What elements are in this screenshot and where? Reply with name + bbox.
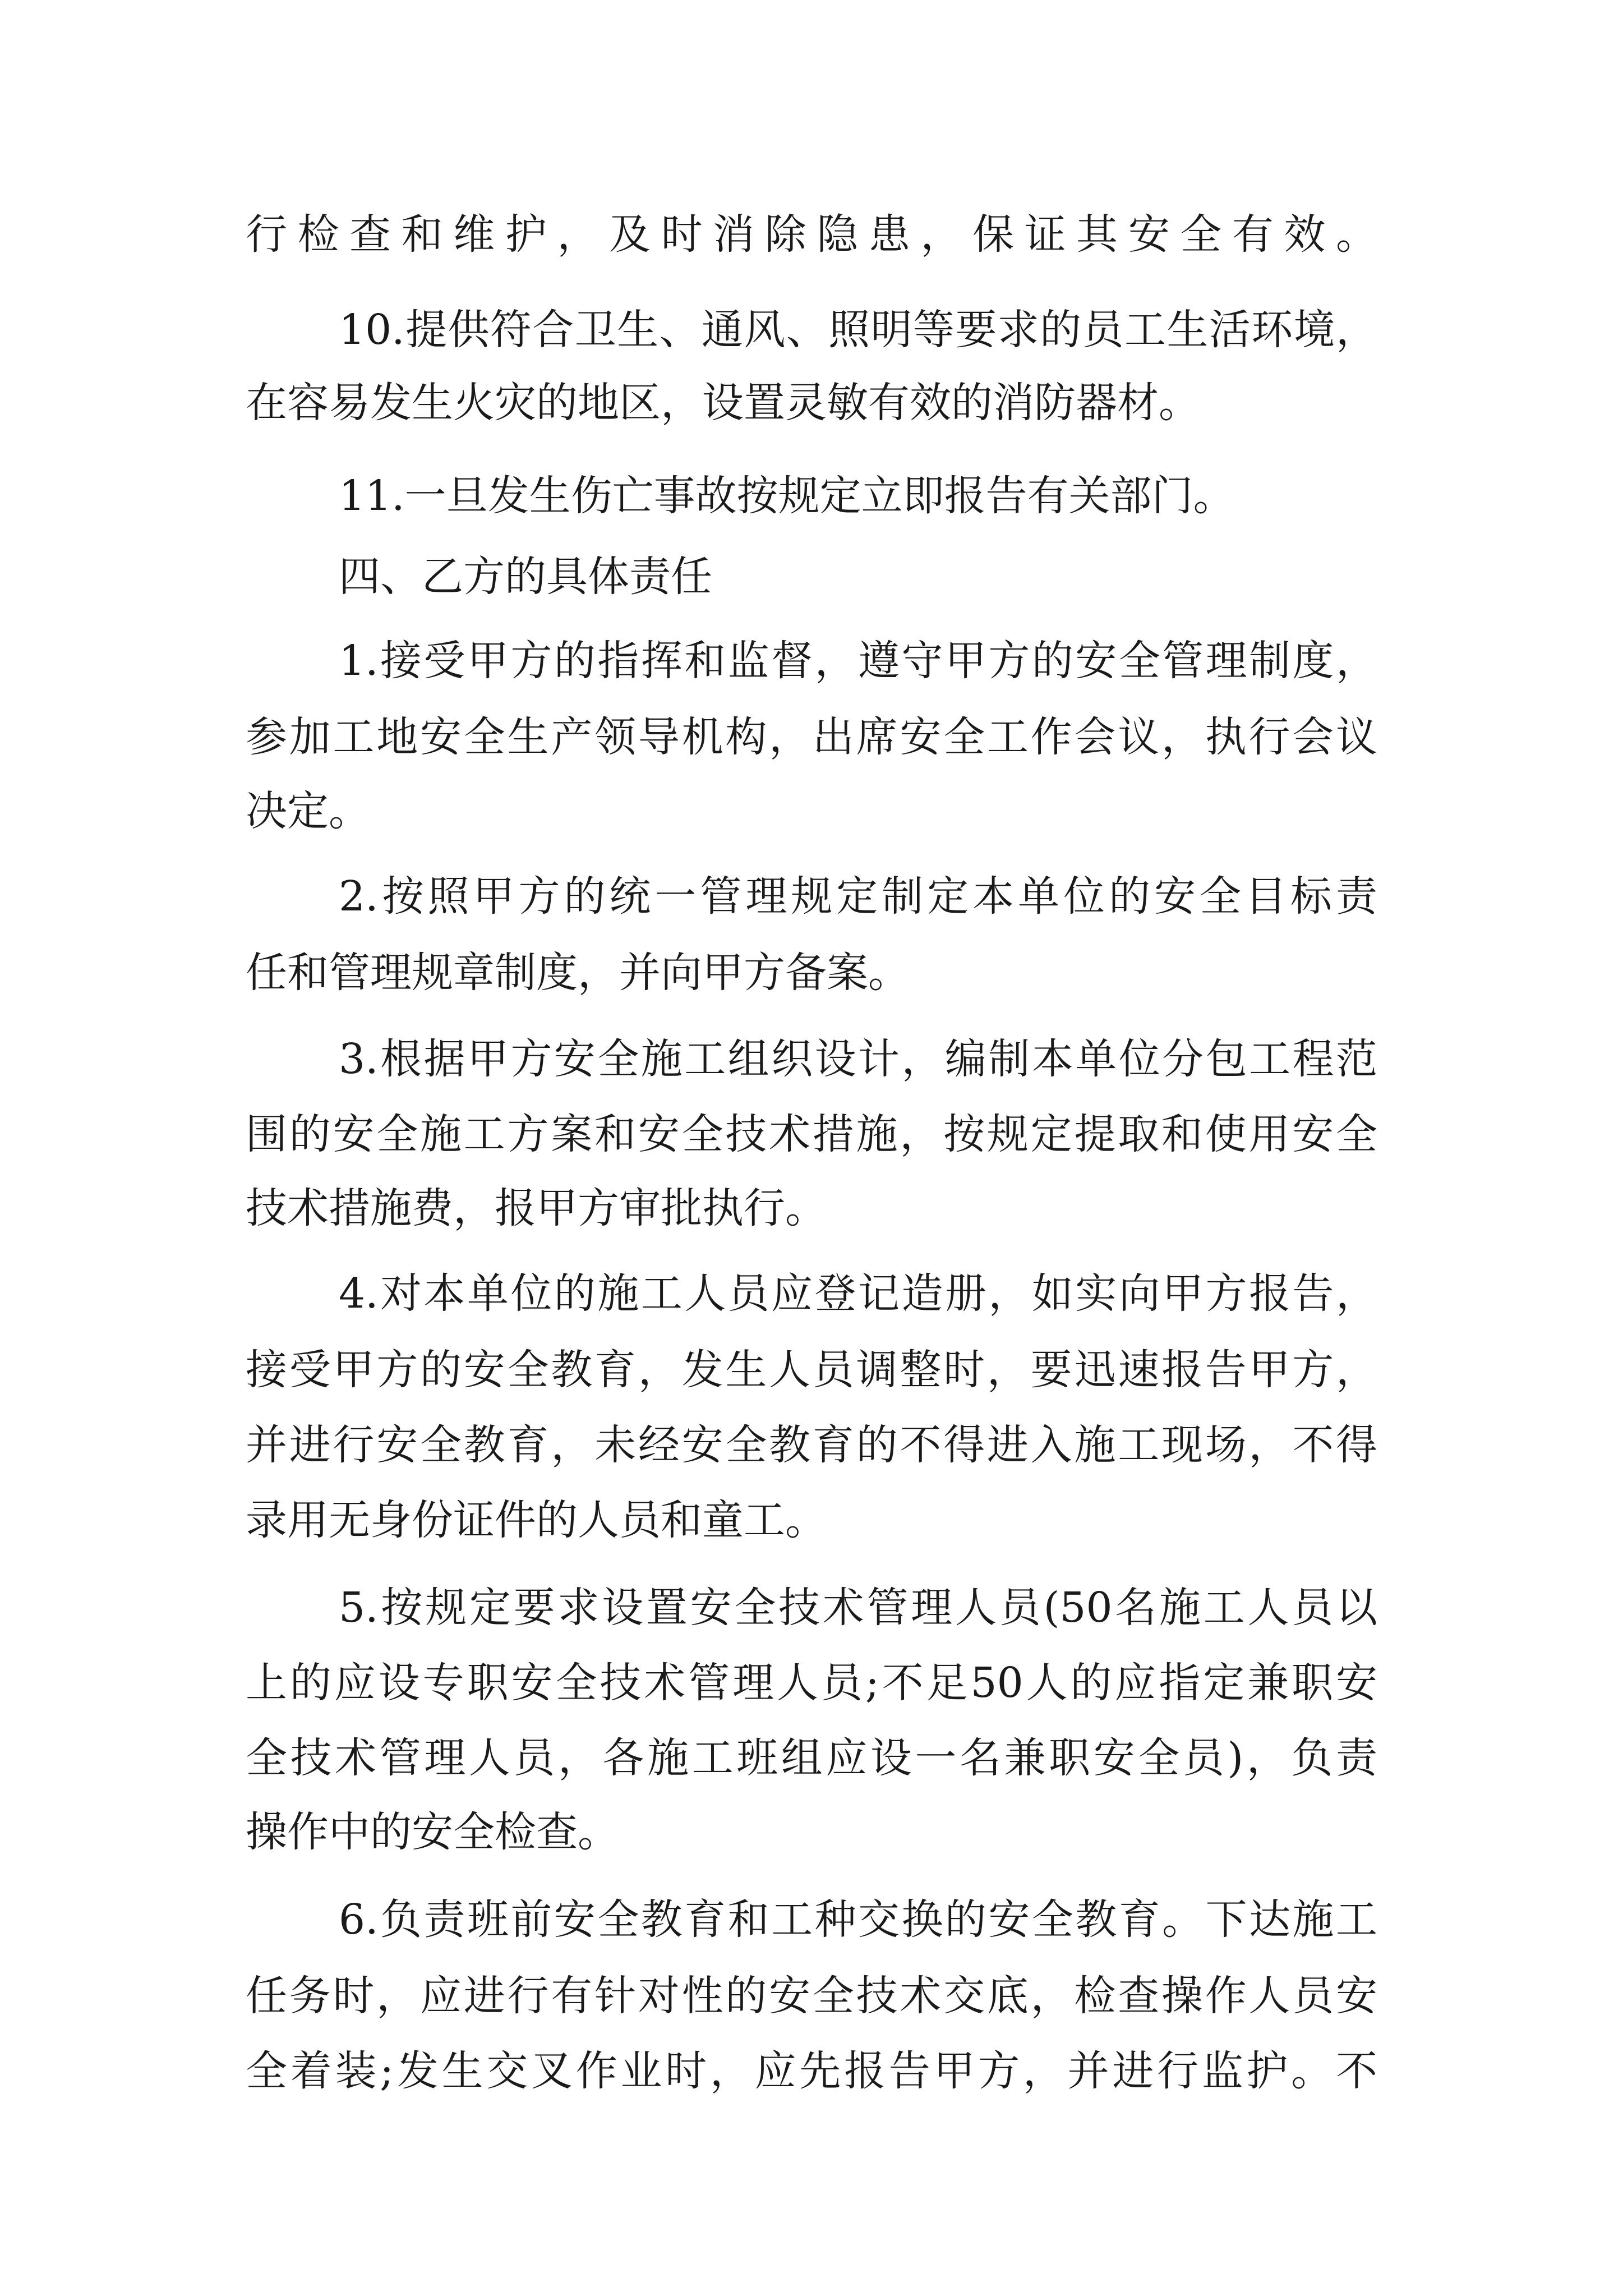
text-line: 围的安全施工方案和安全技术措施，按规定提取和使用安全 <box>246 1110 1377 1158</box>
text-line: 任务时，应进行有针对性的安全技术交底，检查操作人员安 <box>246 1972 1377 2020</box>
text-line: 参加工地安全生产领导机构，出席安全工作会议，执行会议 <box>246 713 1377 761</box>
text-line: 1.接受甲方的指挥和监督，遵守甲方的安全管理制度， <box>339 637 1377 685</box>
text-line: 全着装;发生交叉作业时，应先报告甲方，并进行监护。不 <box>246 2047 1377 2095</box>
text-line: 操作中的安全检查。 <box>246 1808 619 1856</box>
text-line: 在容易发生火灾的地区，设置灵敏有效的消防器材。 <box>246 379 1200 427</box>
text-line: 全技术管理人员，各施工班组应设一名兼职安全员)，负责 <box>246 1734 1377 1782</box>
text-line: 接受甲方的安全教育，发生人员调整时，要迅速报告甲方， <box>246 1346 1377 1394</box>
text-line: 并进行安全教育，未经安全教育的不得进入施工现场，不得 <box>246 1421 1377 1469</box>
text-line: 上的应设专职安全技术管理人员;不足50人的应指定兼职安 <box>246 1659 1377 1707</box>
text-line: 行检查和维护，及时消除隐患，保证其安全有效。 <box>246 210 1377 259</box>
text-line: 任和管理规章制度，并向甲方备案。 <box>246 949 910 997</box>
text-line: 技术措施费，报甲方审批执行。 <box>246 1184 827 1232</box>
text-line: 5.按规定要求设置安全技术管理人员(50名施工人员以 <box>339 1584 1377 1632</box>
text-line: 决定。 <box>246 787 370 835</box>
text-line: 10.提供符合卫生、通风、照明等要求的员工生活环境， <box>339 306 1377 354</box>
text-line: 11.一旦发生伤亡事故按规定立即报告有关部门。 <box>339 472 1235 520</box>
section-heading: 四、乙方的具体责任 <box>339 553 712 601</box>
text-line: 6.负责班前安全教育和工种交换的安全教育。下达施工 <box>339 1895 1377 1944</box>
text-line: 录用无身份证件的人员和童工。 <box>246 1496 827 1544</box>
text-line: 4.对本单位的施工人员应登记造册，如实向甲方报告， <box>339 1269 1377 1318</box>
text-line: 2.按照甲方的统一管理规定制定本单位的安全目标责 <box>339 872 1377 921</box>
text-line: 3.根据甲方安全施工组织设计，编制本单位分包工程范 <box>339 1035 1377 1083</box>
